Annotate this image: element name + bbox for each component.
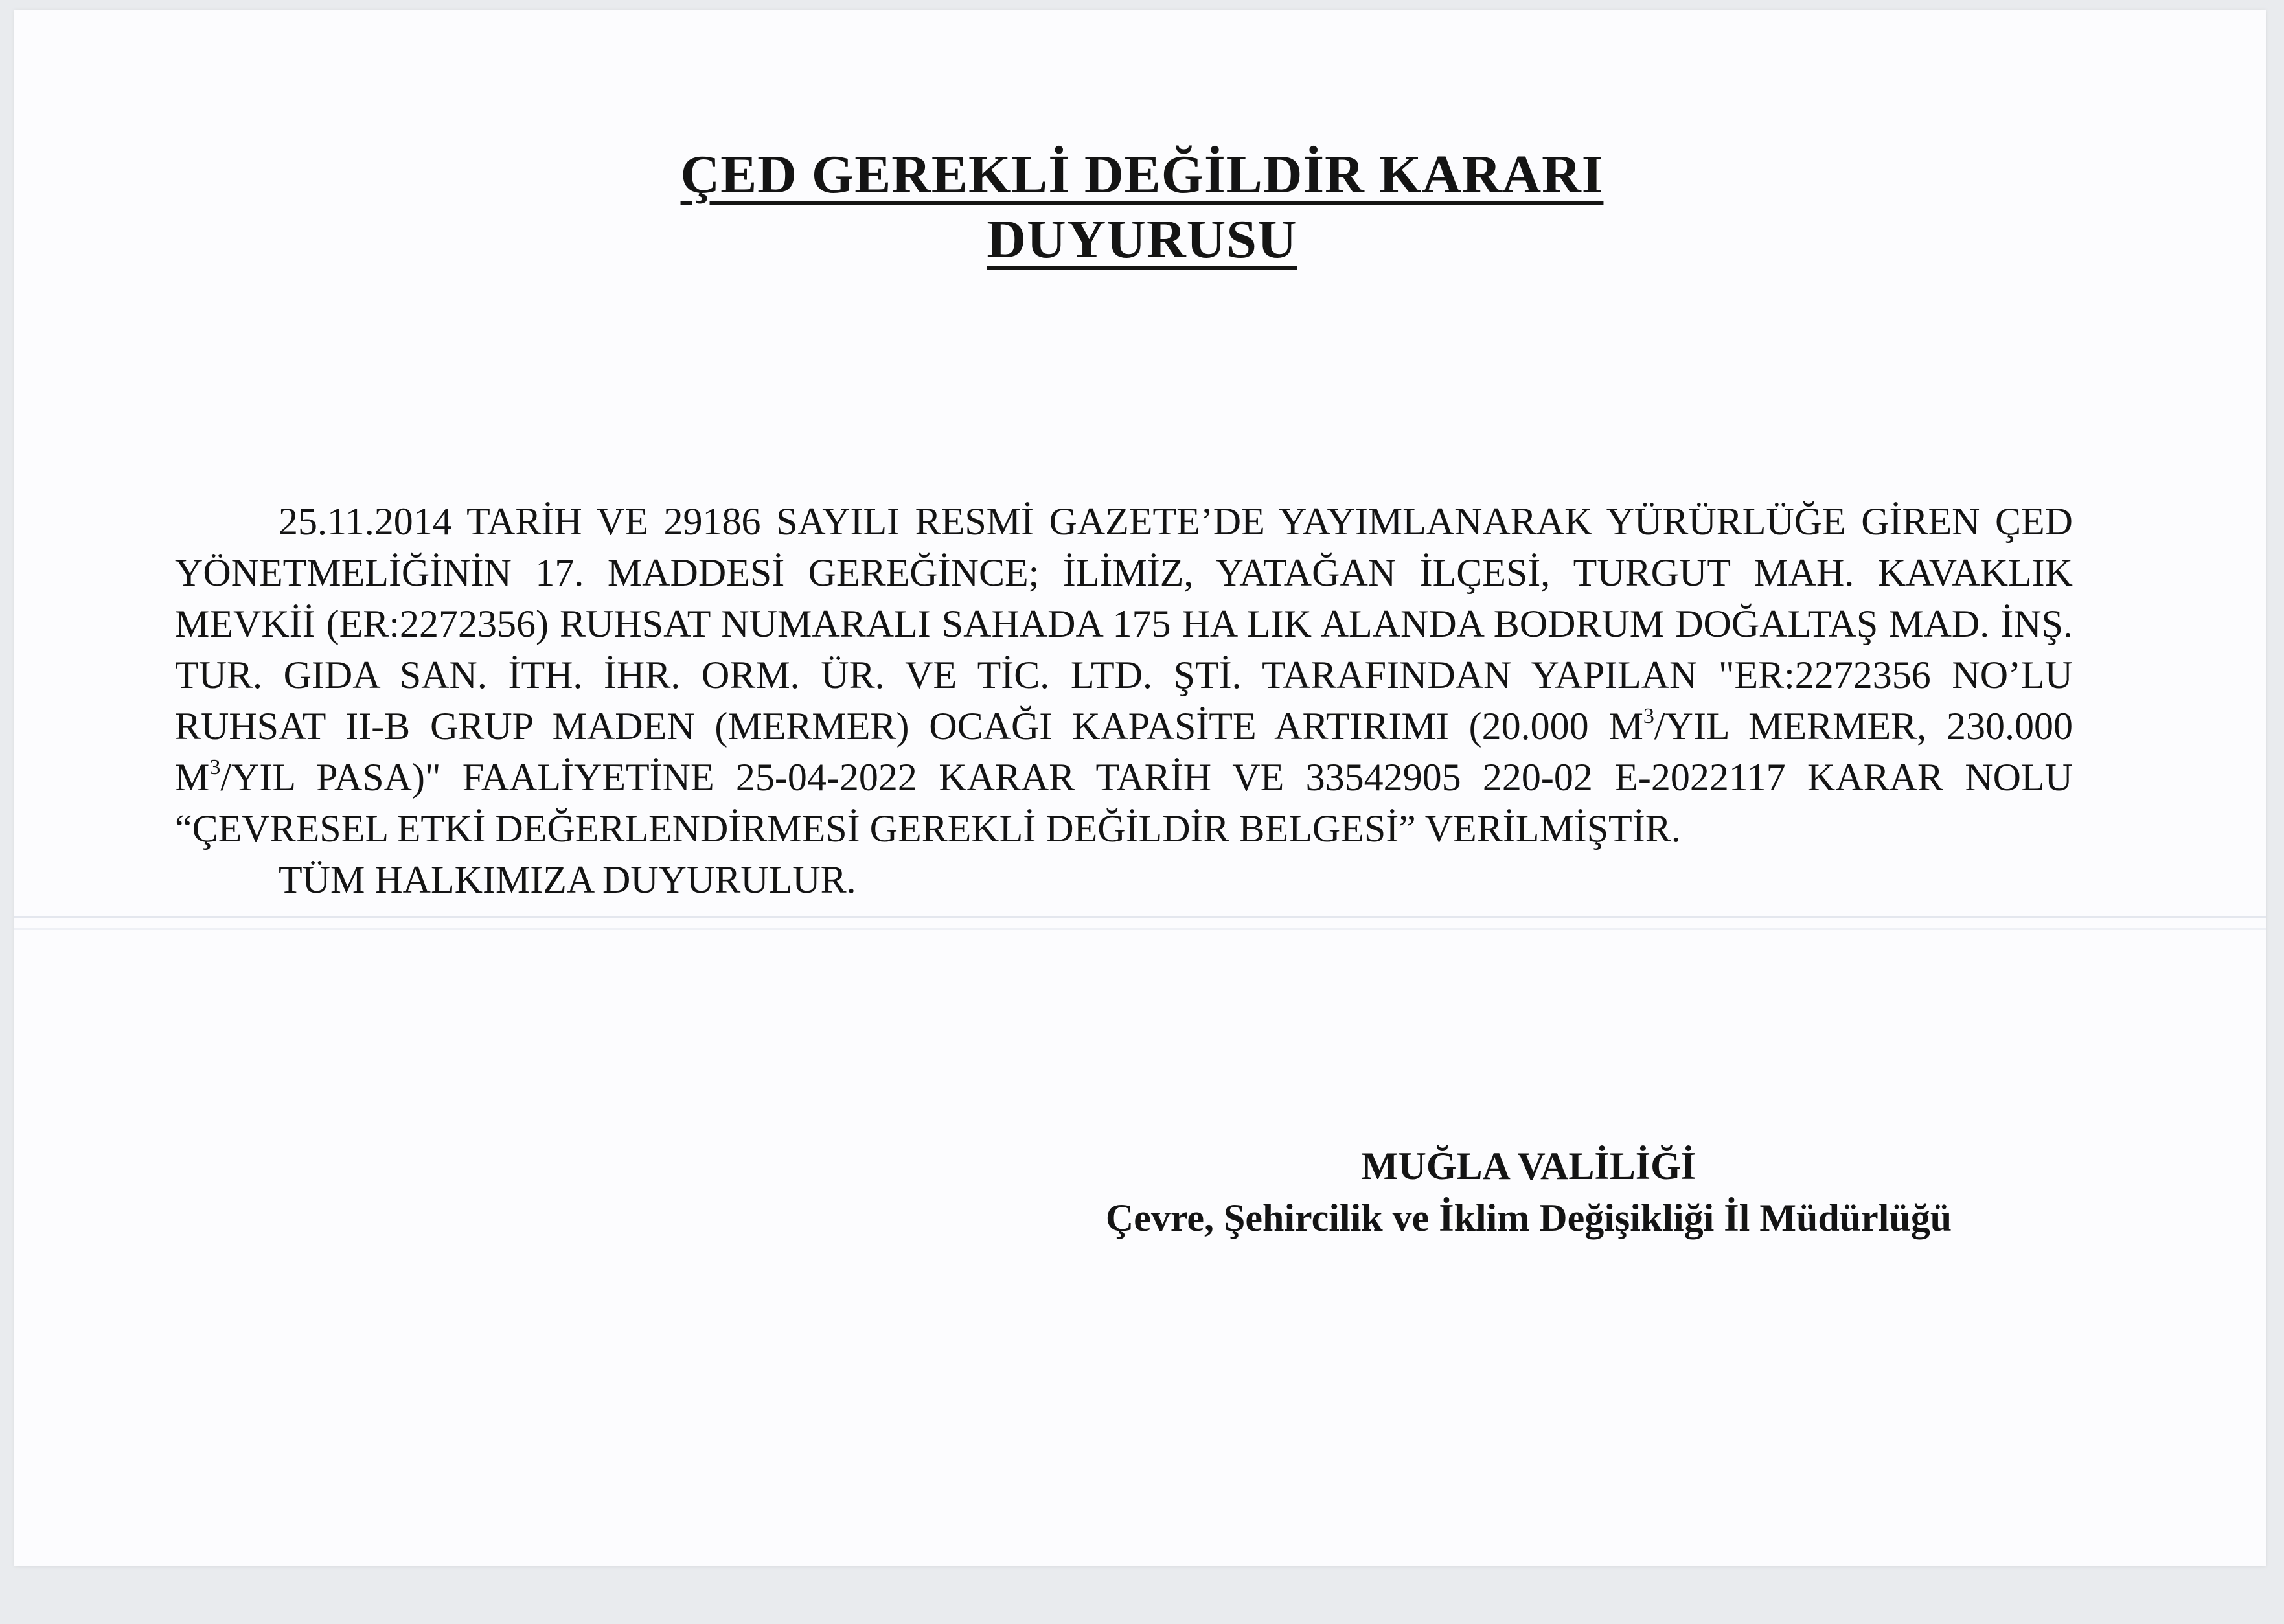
superscript-cubic-2: 3 — [209, 755, 221, 779]
announcement-body — [175, 496, 2073, 906]
title-line-2: DUYURUSU — [987, 209, 1297, 269]
paragraph-text-1: 25.11.2014 TARİH VE 29186 SAYILI RESMİ GAZETE’DE YAYIMLANARAK YÜRÜRLÜĞE GİREN ÇED YÖNETMELİĞİNİN 17. MADDESİ GEREĞİNCE; İLİMİZ, YATAĞAN İLÇESİ, TURGUT MAH. KAVAKLIK MEVKİİ (ER:2272356) RUHSAT NUMARALI SAHADA 175 HA LIK ALANDA BODRUM DOĞALTAŞ MAD. İNŞ. TUR. GIDA SAN. İTH. İHR. ORM. ÜR. VE TİC. LTD. ŞTİ. TARAFINDAN YAPILAN "ER:2272356 NO’LU RUHSAT II-B GRUP MADEN (MERMER) OCAĞI KAPASİTE ARTIRIMI (20.000 M — [175, 500, 2073, 748]
announcement-paragraph — [175, 496, 2073, 854]
scan-artifact-line — [14, 916, 2266, 918]
superscript-cubic-1: 3 — [1643, 704, 1654, 728]
paragraph-text-2: /YIL MERMER, 230.000 M — [175, 705, 2073, 799]
paragraph-text-3: /YIL PASA)" FAALİYETİNE 25-04-2022 KARAR TARİH VE 33542905 220-02 E-2022117 KARAR NOLU “ÇEVRESEL ETKİ DEĞERLENDİRMESİ GEREKLİ DEĞİLDİR BELGESİ” VERİLMİŞTİR. — [175, 756, 2073, 850]
signature-department: Çevre, Şehircilik ve İklim Değişikliği İl Müdürlüğü — [1105, 1196, 1952, 1239]
title-line-1: ÇED GEREKLİ DEĞİLDİR KARARI — [680, 144, 1604, 205]
document-title — [0, 144, 2284, 206]
closing-line: TÜM HALKIMIZA DUYURULUR. — [279, 858, 856, 901]
document-subtitle — [0, 209, 2284, 271]
signature-authority: MUĞLA VALİLİĞİ — [1361, 1145, 1696, 1187]
scan-artifact-line — [14, 928, 2266, 930]
